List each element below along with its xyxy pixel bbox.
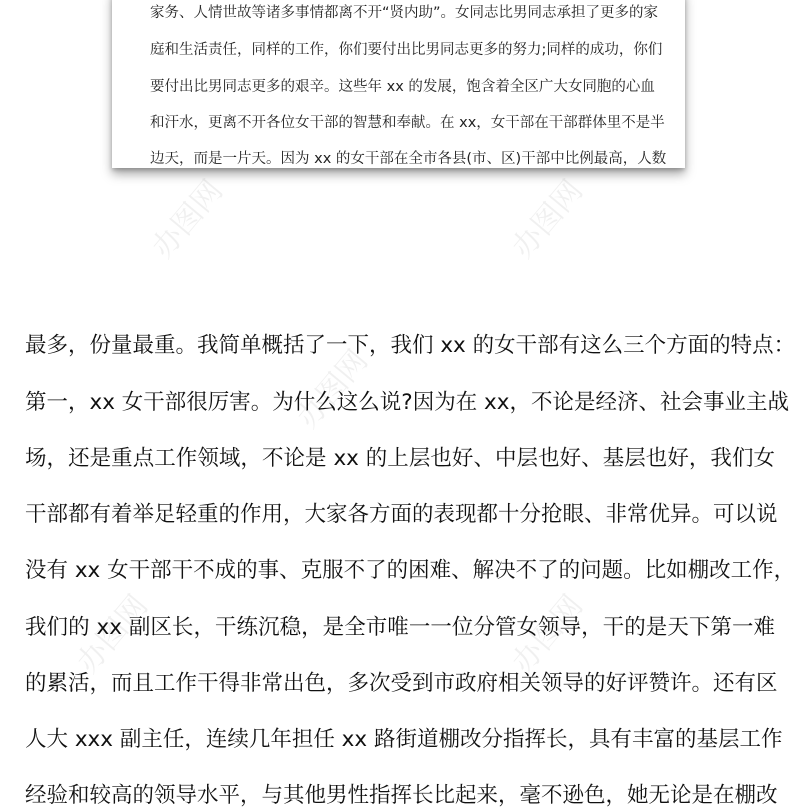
card-text-line: 边天，而是一片天。因为 xx 的女干部在全市各县(市、区)干部中比例最高，人数 (150, 151, 667, 167)
text-line: 的累活，而且工作干得非常出色，多次受到市政府相关领导的好评赞许。还有区 (25, 671, 778, 696)
document-page-preview (112, 0, 685, 168)
text-line: 干部都有着举足轻重的作用，大家各方面的表现都十分抢眼、非常优异。可以说 (25, 502, 778, 527)
text-line: 最多，份量最重。我简单概括了一下，我们 xx 的女干部有这么三个方面的特点： (25, 333, 796, 358)
text-line: 经验和较高的领导水平，与其他男性指挥长比起来，毫不逊色，她无论是在棚改 (25, 783, 778, 808)
card-text-line: 要付出比男同志更多的艰辛。这些年 xx 的发展，饱含着全区广大女同胞的心血 (150, 79, 655, 95)
watermark: 办图网 (505, 173, 591, 265)
text-line: 人大 xxx 副主任，连续几年担任 xx 路街道棚改分指挥长，具有丰富的基层工作 (25, 727, 783, 752)
card-text-line: 庭和生活责任，同样的工作，你们要付出比男同志更多的努力;同样的成功，你们 (150, 42, 663, 58)
text-line: 没有 xx 女干部干不成的事、克服不了的困难、解决不了的问题。比如棚改工作， (25, 558, 796, 583)
text-line: 第一，xx 女干部很厉害。为什么这么说?因为在 xx，不论是经济、社会事业主战 (25, 390, 789, 415)
card-text-line: 和汗水，更离不开各位女干部的智慧和奉献。在 xx，女干部在干部群体里不是半 (150, 115, 665, 131)
text-line: 我们的 xx 副区长，干练沉稳，是全市唯一一位分管女领导，干的是天下第一难 (25, 615, 775, 640)
watermark: 办图网 (290, 343, 376, 435)
watermark: 办图网 (70, 588, 156, 680)
text-line: 场，还是重点工作领域，不论是 xx 的上层也好、中层也好、基层也好，我们女 (25, 446, 775, 471)
watermark: 办图网 (505, 588, 591, 680)
watermark: 办图网 (145, 173, 231, 265)
card-text-line: 家务、人情世故等诸多事情都离不开“贤内助”。女同志比男同志承担了更多的家 (150, 5, 659, 21)
